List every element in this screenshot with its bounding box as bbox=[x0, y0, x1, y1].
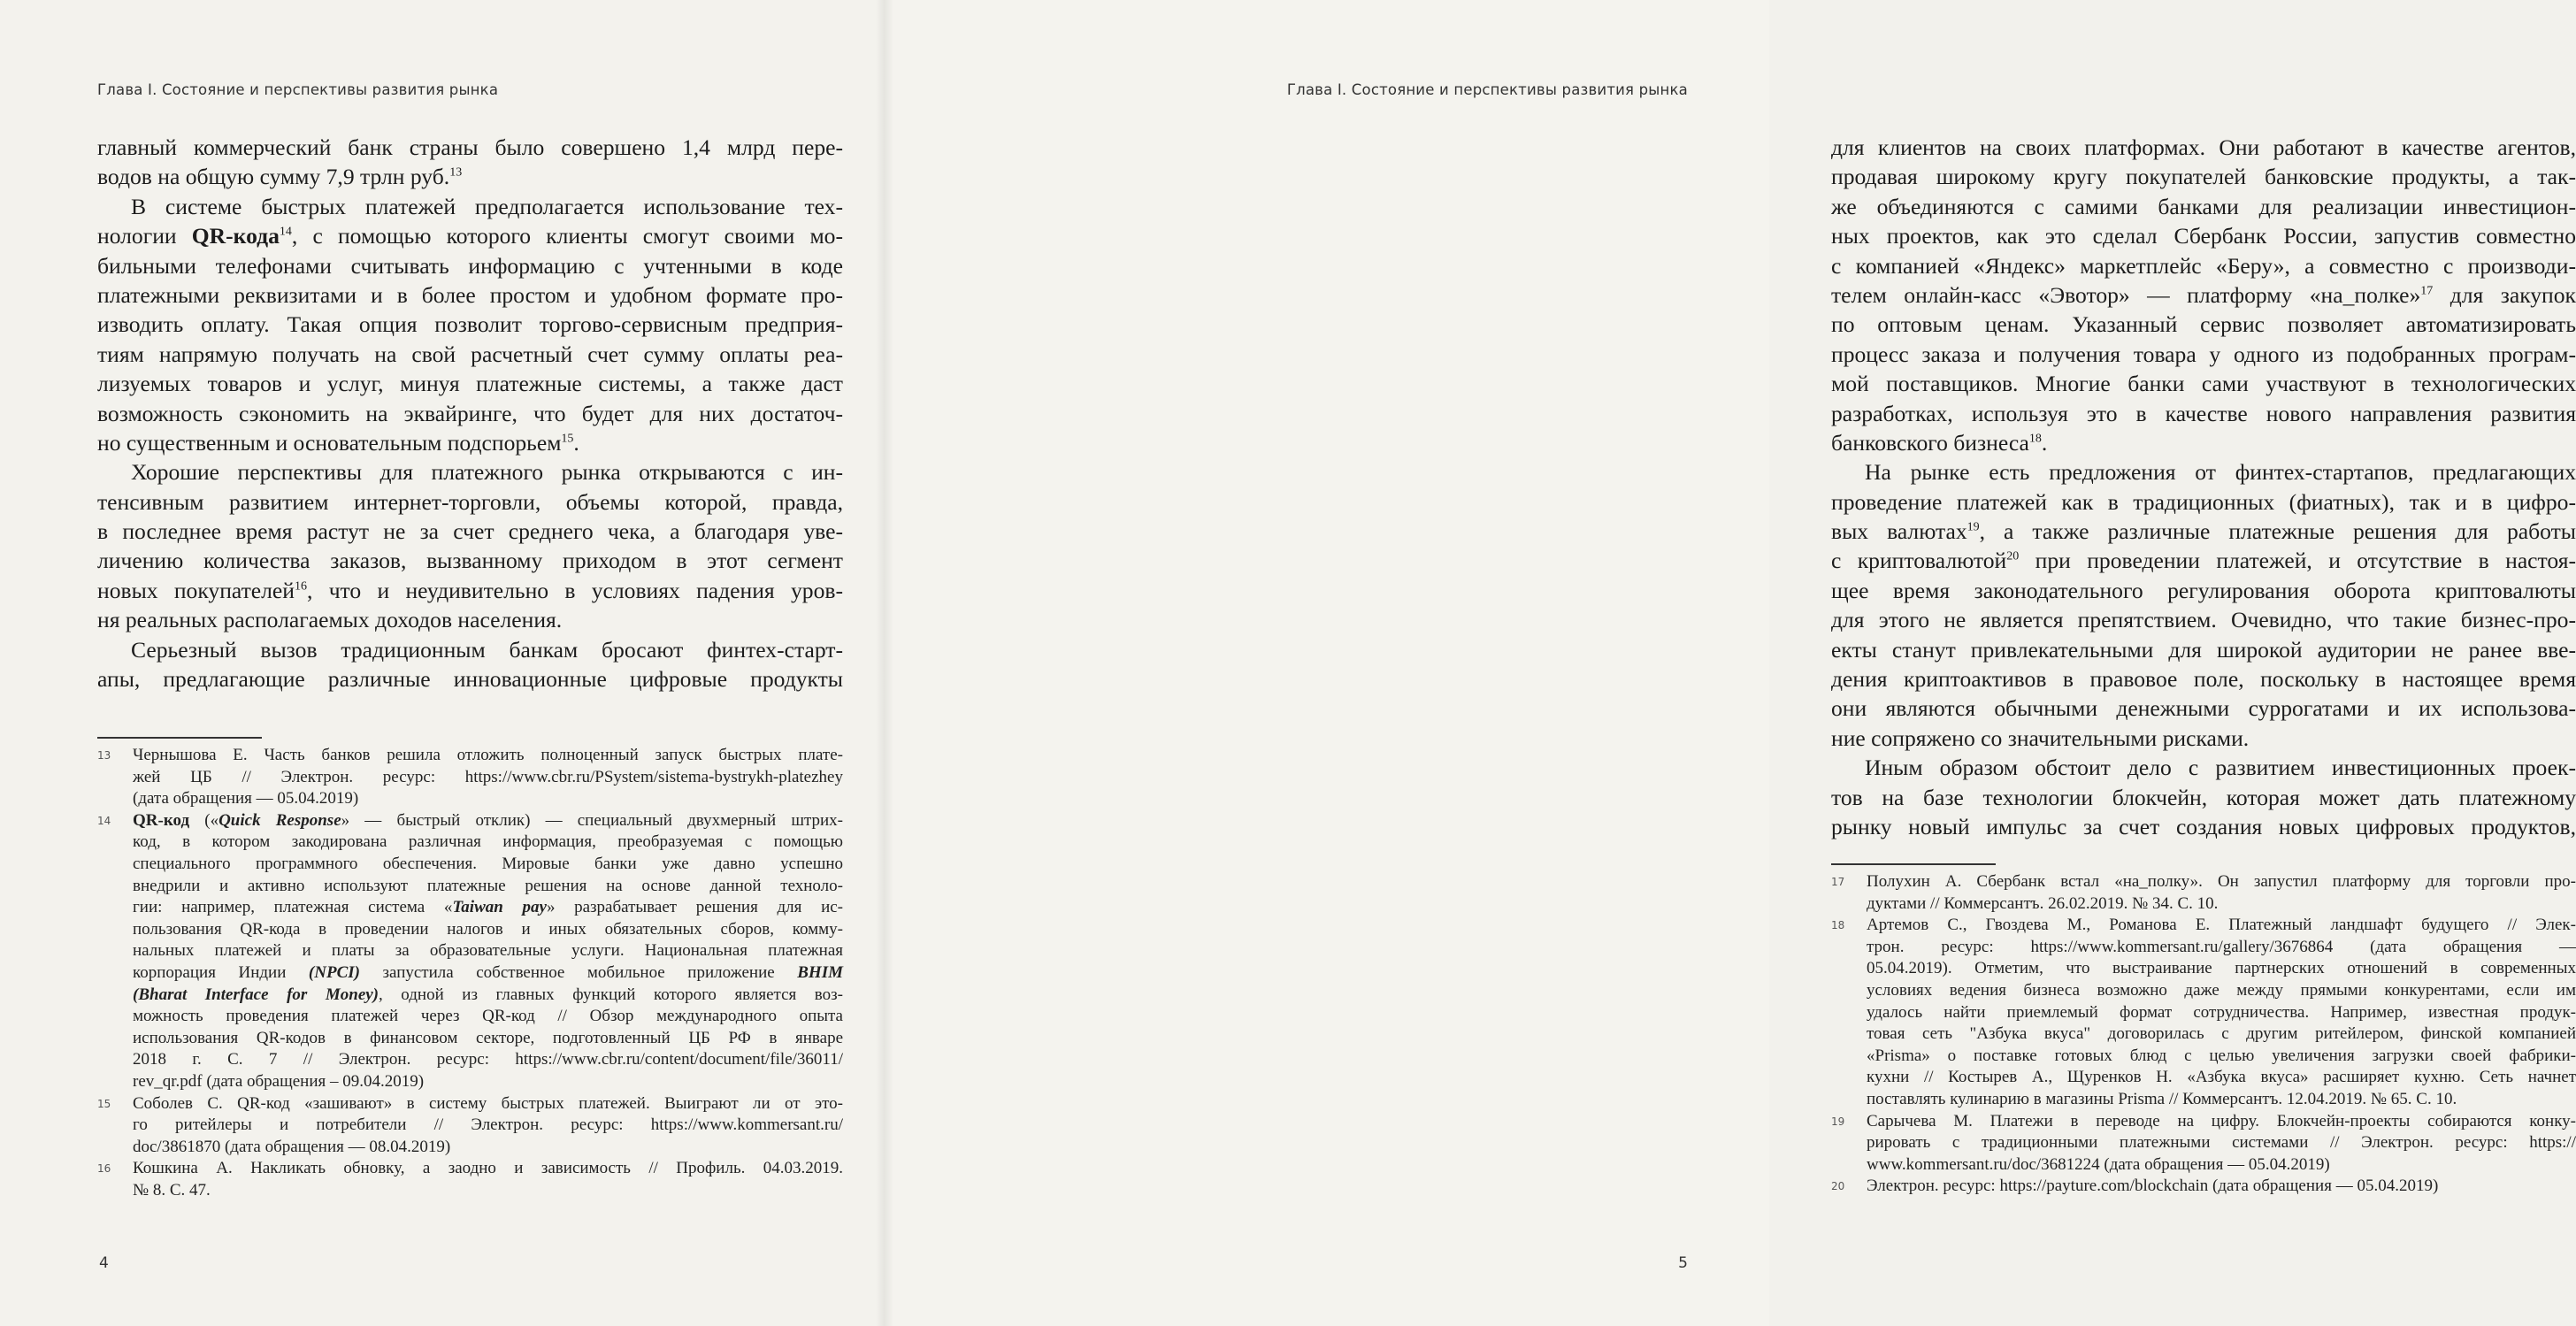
body-line: Хорошие перспективы для платежного рынка открываются с ин- bbox=[131, 459, 843, 486]
footnote-number: 17 bbox=[1831, 876, 1845, 888]
body-line: щее время законодательного регулирования оборота криптовалюты bbox=[1831, 577, 2576, 603]
footnote-ref-16[interactable]: 16 bbox=[295, 579, 307, 594]
body-line: тенсивным развитием интернет-торговли, объемы которой, правда, bbox=[97, 488, 843, 515]
footnote-rule bbox=[1831, 863, 1996, 865]
footnote-number: 19 bbox=[1831, 1115, 1845, 1128]
body-line: ня реальных располагаемых доходов населения. bbox=[97, 607, 563, 633]
footnote-ref-14[interactable]: 14 bbox=[279, 225, 292, 239]
footnote-number: 15 bbox=[97, 1097, 111, 1110]
running-head-left: Глава I. Состояние и перспективы развития рынка bbox=[97, 81, 499, 98]
footnote-line: Электрон. ресурс: https://payture.com/blockchain (дата обращения — 05.04.2019) bbox=[1867, 1177, 2439, 1196]
footnote-ref-18[interactable]: 18 bbox=[2028, 432, 2042, 446]
footnote-line: внедрили и активно используют платежные решения на основе данной техноло- bbox=[133, 876, 843, 895]
footnote-line: корпорация Индии (NPCI) запустила собственное мобильное приложение BHIM bbox=[133, 962, 843, 982]
footnote-16 bbox=[97, 1158, 843, 1201]
body-line: разработках, используя это в качестве нового направления развития bbox=[1831, 400, 2576, 426]
footnote-19 bbox=[1831, 1111, 2576, 1177]
page-number-right: 5 bbox=[1678, 1254, 1688, 1272]
footnote-line: QR-код («Quick Response» — быстрый отклик) — специальный двухмерный штрих- bbox=[133, 810, 843, 830]
body-line: главный коммерческий банк страны было совершено 1,4 млрд пере- bbox=[97, 134, 843, 160]
footnote-number: 20 bbox=[1831, 1180, 1845, 1193]
qr-code-term: QR-кода bbox=[191, 223, 280, 249]
body-line: На рынке есть предложения от финтех-стартапов, предлагающих bbox=[1865, 459, 2576, 486]
footnote-line: (Bharat Interface for Money), одной из главных функций которого является воз- bbox=[133, 985, 843, 1004]
left-page bbox=[0, 0, 885, 1326]
footnote-line: Артемов С., Гвоздева М., Романова Е. Платежный ландшафт будущего // Элек- bbox=[1867, 916, 2576, 935]
footnote-line: специального программного обеспечения. Мировые банки уже давно успешно bbox=[133, 854, 843, 873]
footnote-line: можность проведения платежей через QR-код // Обзор международного опыта bbox=[133, 1007, 843, 1026]
body-line: для клиентов на своих платформах. Они работают в качестве агентов, bbox=[1831, 134, 2576, 160]
footnote-line: гии: например, платежная система «Taiwan pay» разрабатывает решения для ис- bbox=[133, 898, 843, 917]
footnote-line: трон. ресурс: https://www.kommersant.ru/gallery/3676864 (дата обращения — bbox=[1867, 937, 2576, 956]
book-gutter bbox=[876, 0, 893, 1326]
footnote-line: нальных платежей и платы за образовательные услуги. Национальная платежная bbox=[133, 941, 843, 961]
footnote-line: rev_qr.pdf (дата обращения – 09.04.2019) bbox=[133, 1071, 425, 1091]
footnote-line: код, в котором закодирована различная информация, преобразуемая с помощью bbox=[133, 832, 843, 852]
footnote-line: 2018 г. С. 7 // Электрон. ресурс: https://www.cbr.ru/content/document/file/36011/ bbox=[133, 1050, 843, 1069]
footnote-line: Кошкина А. Накликать обновку, а заодно и зависимость // Профиль. 04.03.2019. bbox=[133, 1159, 843, 1178]
footnote-line: Соболев С. QR-код «зашивают» в систему быстрых платежей. Выиграют ли от это- bbox=[133, 1093, 843, 1113]
body-line: телем онлайн-касс «Эвотор» — платформу «на_полке»$^{17}$ для закупок bbox=[1831, 281, 2576, 308]
body-line: водов на общую сумму 7,9 трлн руб.$^{13}$ bbox=[97, 164, 463, 190]
footnote-line: Сарычева М. Платежи в переводе на цифру. Блокчейн-проекты собираются конку- bbox=[1867, 1111, 2576, 1131]
body-line: продавая широкому кругу покупателей банковские продукты, а так- bbox=[1831, 164, 2576, 190]
body-line: банковского бизнеса$^{18}$. bbox=[1831, 429, 2048, 456]
body-line: же объединяются с самими банками для реализации инвестицион- bbox=[1831, 193, 2576, 219]
body-line: дения криптоактивов в правовое поле, поскольку в настоящее время bbox=[1831, 666, 2576, 693]
footnote-line: товая сеть "Азбука вкуса" договорилась с другим ритейлером, финской компанией bbox=[1867, 1024, 2576, 1044]
body-line: ных проектов, как это сделал Сбербанк России, запустив совместно bbox=[1831, 223, 2576, 249]
body-line: рынку новый импульс за счет создания новых цифровых продуктов, bbox=[1831, 813, 2576, 839]
page-number-left: 4 bbox=[99, 1254, 109, 1272]
footnote-line: www.kommersant.ru/doc/3681224 (дата обращения — 05.04.2019) bbox=[1867, 1154, 2330, 1174]
body-line: тиям напрямую получать на свой расчетный счет сумму оплаты реа- bbox=[97, 341, 843, 367]
body-line: по оптовым ценам. Указанный сервис позволяет автоматизировать bbox=[1831, 311, 2576, 338]
footnote-number: 18 bbox=[1831, 919, 1845, 932]
body-line: но существенным и основательным подспорьем$^{15}$. bbox=[97, 429, 579, 456]
footnote-13 bbox=[97, 745, 843, 810]
body-line: новых покупателей$^{16}$, что и неудивительно в условиях падения уров- bbox=[97, 577, 843, 603]
right-footnotes bbox=[1831, 871, 2576, 1198]
footnote-line: doc/3861870 (дата обращения — 08.04.2019) bbox=[133, 1137, 451, 1156]
body-line: они являются обычными денежными суррогатами и их использова- bbox=[1831, 695, 2576, 722]
body-line: бильными телефонами считывать информацию с учтенными в коде bbox=[97, 252, 843, 279]
body-line: с компанией «Яндекс» маркетплейс «Беру», а совместно с производи- bbox=[1831, 252, 2576, 279]
body-line: процесс заказа и получения товара у одного из подобранных програм- bbox=[1831, 341, 2576, 367]
footnote-line: жей ЦБ // Электрон. ресурс: https://www.cbr.ru/PSystem/sistema-bystrykh-platezhey bbox=[133, 767, 843, 786]
footnote-line: «Prisma» о поставке готовых блюд с целью увеличения загрузки своей фабрики- bbox=[1867, 1046, 2576, 1065]
body-line: платежными реквизитами и в более простом и удобном формате про- bbox=[97, 281, 843, 308]
left-body-text bbox=[97, 133, 843, 694]
footnote-line: Полухин А. Сбербанк встал «на_полку». Он запустил платформу для торговли про- bbox=[1867, 872, 2576, 891]
footnote-ref-15[interactable]: 15 bbox=[561, 432, 574, 446]
body-line: в последнее время растут не за счет среднего чека, а благодаря уве- bbox=[97, 518, 843, 545]
footnote-line: использования QR-кодов в финансовом секторе, подготовленный ЦБ РФ в январе bbox=[133, 1028, 843, 1047]
footnote-18 bbox=[1831, 915, 2576, 1110]
body-line: личению количества заказов, вызванному приходом в этот сегмент bbox=[97, 548, 843, 574]
body-line: для этого не является препятствием. Очевидно, что такие бизнес-про- bbox=[1831, 607, 2576, 633]
footnote-number: 16 bbox=[97, 1162, 111, 1176]
footnote-rule bbox=[97, 737, 262, 739]
footnote-15 bbox=[97, 1093, 843, 1159]
footnote-line: (дата обращения — 05.04.2019) bbox=[133, 789, 359, 809]
body-line: тов на базе технологии блокчейн, которая может дать платежному bbox=[1831, 784, 2576, 810]
footnote-17 bbox=[1831, 871, 2576, 915]
right-page bbox=[885, 0, 2576, 1326]
body-line: вых валютах$^{19}$, а также различные платежные решения для работы bbox=[1831, 518, 2576, 545]
footnote-number: 13 bbox=[97, 749, 111, 762]
right-body-text bbox=[1831, 133, 2576, 841]
running-head-right: Глава I. Состояние и перспективы развития рынка bbox=[1286, 81, 1688, 98]
body-line: возможность сэкономить на эквайринге, что будет для них достаточ- bbox=[97, 400, 843, 426]
footnote-line: пользования QR-кода в проведении налогов и иных обязательных сборов, комму- bbox=[133, 919, 843, 939]
body-line: апы, предлагающие различные инновационные цифровые продукты bbox=[97, 666, 843, 693]
footnote-line: дуктами // Коммерсантъ. 26.02.2019. № 34. С. 10. bbox=[1867, 893, 2219, 913]
body-line: изводить оплату. Такая опция позволит торгово-сервисным предприя- bbox=[97, 311, 843, 338]
footnote-line: рировать с традиционными платежными системами // Электрон. ресурс: https:// bbox=[1867, 1133, 2576, 1153]
footnote-ref-20[interactable]: 20 bbox=[2006, 549, 2020, 563]
footnote-line: удалось найти приемлемый формат сотрудничества. Например, известная продук- bbox=[1867, 1002, 2576, 1022]
footnote-line: поставлять кулинарию в магазины Prisma // Коммерсантъ. 12.04.2019. № 65. С. 10. bbox=[1867, 1089, 2457, 1108]
footnote-line: 05.04.2019). Отметим, что выстраивание партнерских отношений в современных bbox=[1867, 959, 2576, 978]
footnote-line: условиях ведения бизнеса возможно даже между прямыми конкурентами, если им bbox=[1867, 980, 2576, 1000]
footnote-line: кухни // Костырев А., Щуренков Н. «Азбука вкуса» расширяет кухню. Сеть начнет bbox=[1867, 1068, 2576, 1087]
body-line: нологии QR-кода$^{14}$, с помощью которого клиенты смогут своими мо- bbox=[97, 223, 843, 249]
footnote-20 bbox=[1831, 1176, 2576, 1198]
footnote-line: го ритейлеры и потребители // Электрон. ресурс: https://www.kommersant.ru/ bbox=[133, 1115, 843, 1135]
left-footnotes bbox=[97, 745, 843, 1201]
footnote-ref-13[interactable]: 13 bbox=[449, 165, 463, 180]
footnote-number: 14 bbox=[97, 814, 111, 827]
body-line: В системе быстрых платежей предполагается использование тех- bbox=[131, 193, 843, 219]
footnote-ref-17[interactable]: 17 bbox=[2420, 284, 2434, 298]
body-line: лизуемых товаров и услуг, минуя платежные системы, а также даст bbox=[97, 371, 843, 397]
body-line: ние сопряжено со значительными рисками. bbox=[1831, 724, 2250, 751]
footnote-line: Чернышова Е. Часть банков решила отложить полноценный запуск быстрых плате- bbox=[133, 746, 843, 764]
body-line: проведение платежей как в традиционных (фиатных), так и в цифро- bbox=[1831, 488, 2576, 515]
footnote-ref-19[interactable]: 19 bbox=[1966, 520, 1980, 534]
footnote-14 bbox=[97, 810, 843, 1093]
body-line: екты станут привлекательными для широкой аудитории не ранее вве- bbox=[1831, 636, 2576, 663]
body-line: Серьезный вызов традиционным банкам бросают финтех-старт- bbox=[131, 636, 843, 663]
body-line: Иным образом обстоит дело с развитием инвестиционных проек- bbox=[1865, 755, 2576, 781]
footnote-line: № 8. С. 47. bbox=[133, 1180, 211, 1200]
body-line: мой поставщиков. Многие банки сами участвуют в технологических bbox=[1831, 371, 2576, 397]
body-line: с криптовалютой$^{20}$ при проведении платежей, и отсутствие в настоя- bbox=[1831, 548, 2576, 574]
